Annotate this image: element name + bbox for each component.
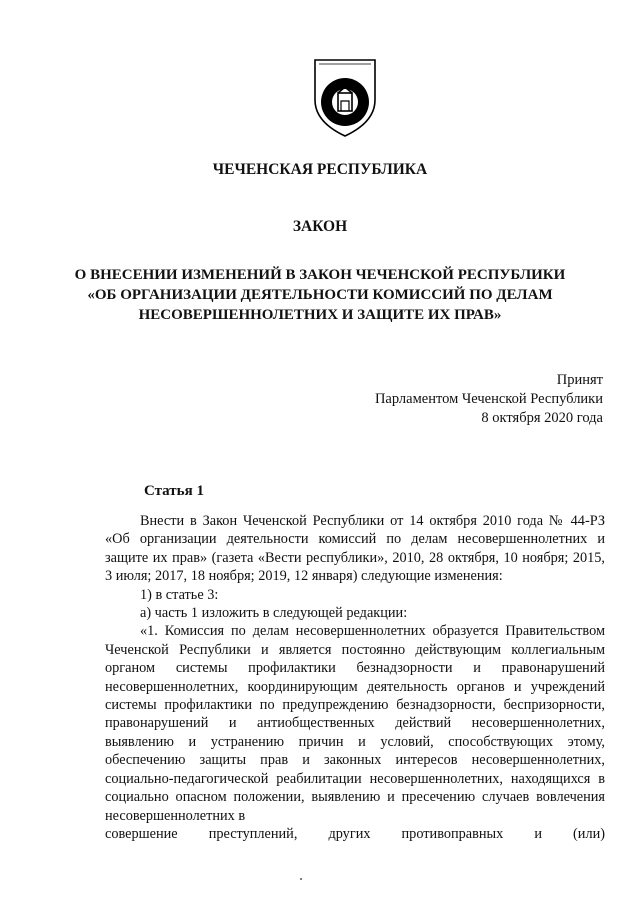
region-name: ЧЕЧЕНСКАЯ РЕСПУБЛИКА: [212, 161, 428, 178]
article-body: [105, 512, 605, 843]
quoted-paragraph: «1. Комиссия по делам несовершеннолетних образуется Правительством Чеченской Республики и является постоянно действующим коллегиальным органом системы профилактики безнадзорности и правонарушений несовершеннолетних, координирующим деятельность органов и учреждений системы профилактики по предупреждению безнадзорности, беспризорности, правонарушений и антиобщественных действий несовершеннолетних, выявлению и устранению причин и условий, способствующих этому, обеспечению защиты прав и законных интересов несовершеннолетних, социально-педагогической реабилитации несовершеннолетних, находящихся в социально опасном положении, выявлению и пресечению случаев вовлечения несовершеннолетних в: [105, 623, 605, 824]
adoption-body: Парламентом Чеченской Республики: [374, 391, 603, 407]
law-title-line: «ОБ ОРГАНИЗАЦИИ ДЕЯТЕЛЬНОСТИ КОМИССИЙ ПО ДЕЛАМ: [87, 287, 553, 303]
law-title: [0, 265, 640, 325]
list-item: а) часть 1 изложить в следующей редакции:: [140, 605, 408, 622]
coat-of-arms-icon: [307, 56, 383, 138]
article-heading: Статья 1: [144, 483, 204, 499]
list-item: 1) в статье 3:: [140, 586, 219, 603]
law-title-line: НЕСОВЕРШЕННОЛЕТНИХ И ЗАЩИТЕ ИХ ПРАВ»: [138, 307, 502, 323]
document-kind: ЗАКОН: [292, 218, 348, 235]
scan-speck: [300, 878, 302, 880]
adoption-label: Принят: [556, 372, 603, 388]
adoption-block: [375, 371, 603, 428]
law-title-line: О ВНЕСЕНИИ ИЗМЕНЕНИЙ В ЗАКОН ЧЕЧЕНСКОЙ РЕСПУБЛИКИ: [74, 267, 566, 283]
intro-paragraph: Внести в Закон Чеченской Республики от 14 октября 2010 года № 44-РЗ «Об организации деятельности комиссий по делам несовершеннолетних и защите их прав» (газета «Вести республики», 2010, 28 октября, 10 ноября; 2015, 3 июля; 2017, 18 ноября; 2019, 12 января) следующие изменения:: [105, 513, 605, 585]
adoption-date: 8 октября 2020 года: [481, 410, 603, 426]
quoted-paragraph-continuation: совершение преступлений, других противоправных и (или): [105, 825, 605, 842]
